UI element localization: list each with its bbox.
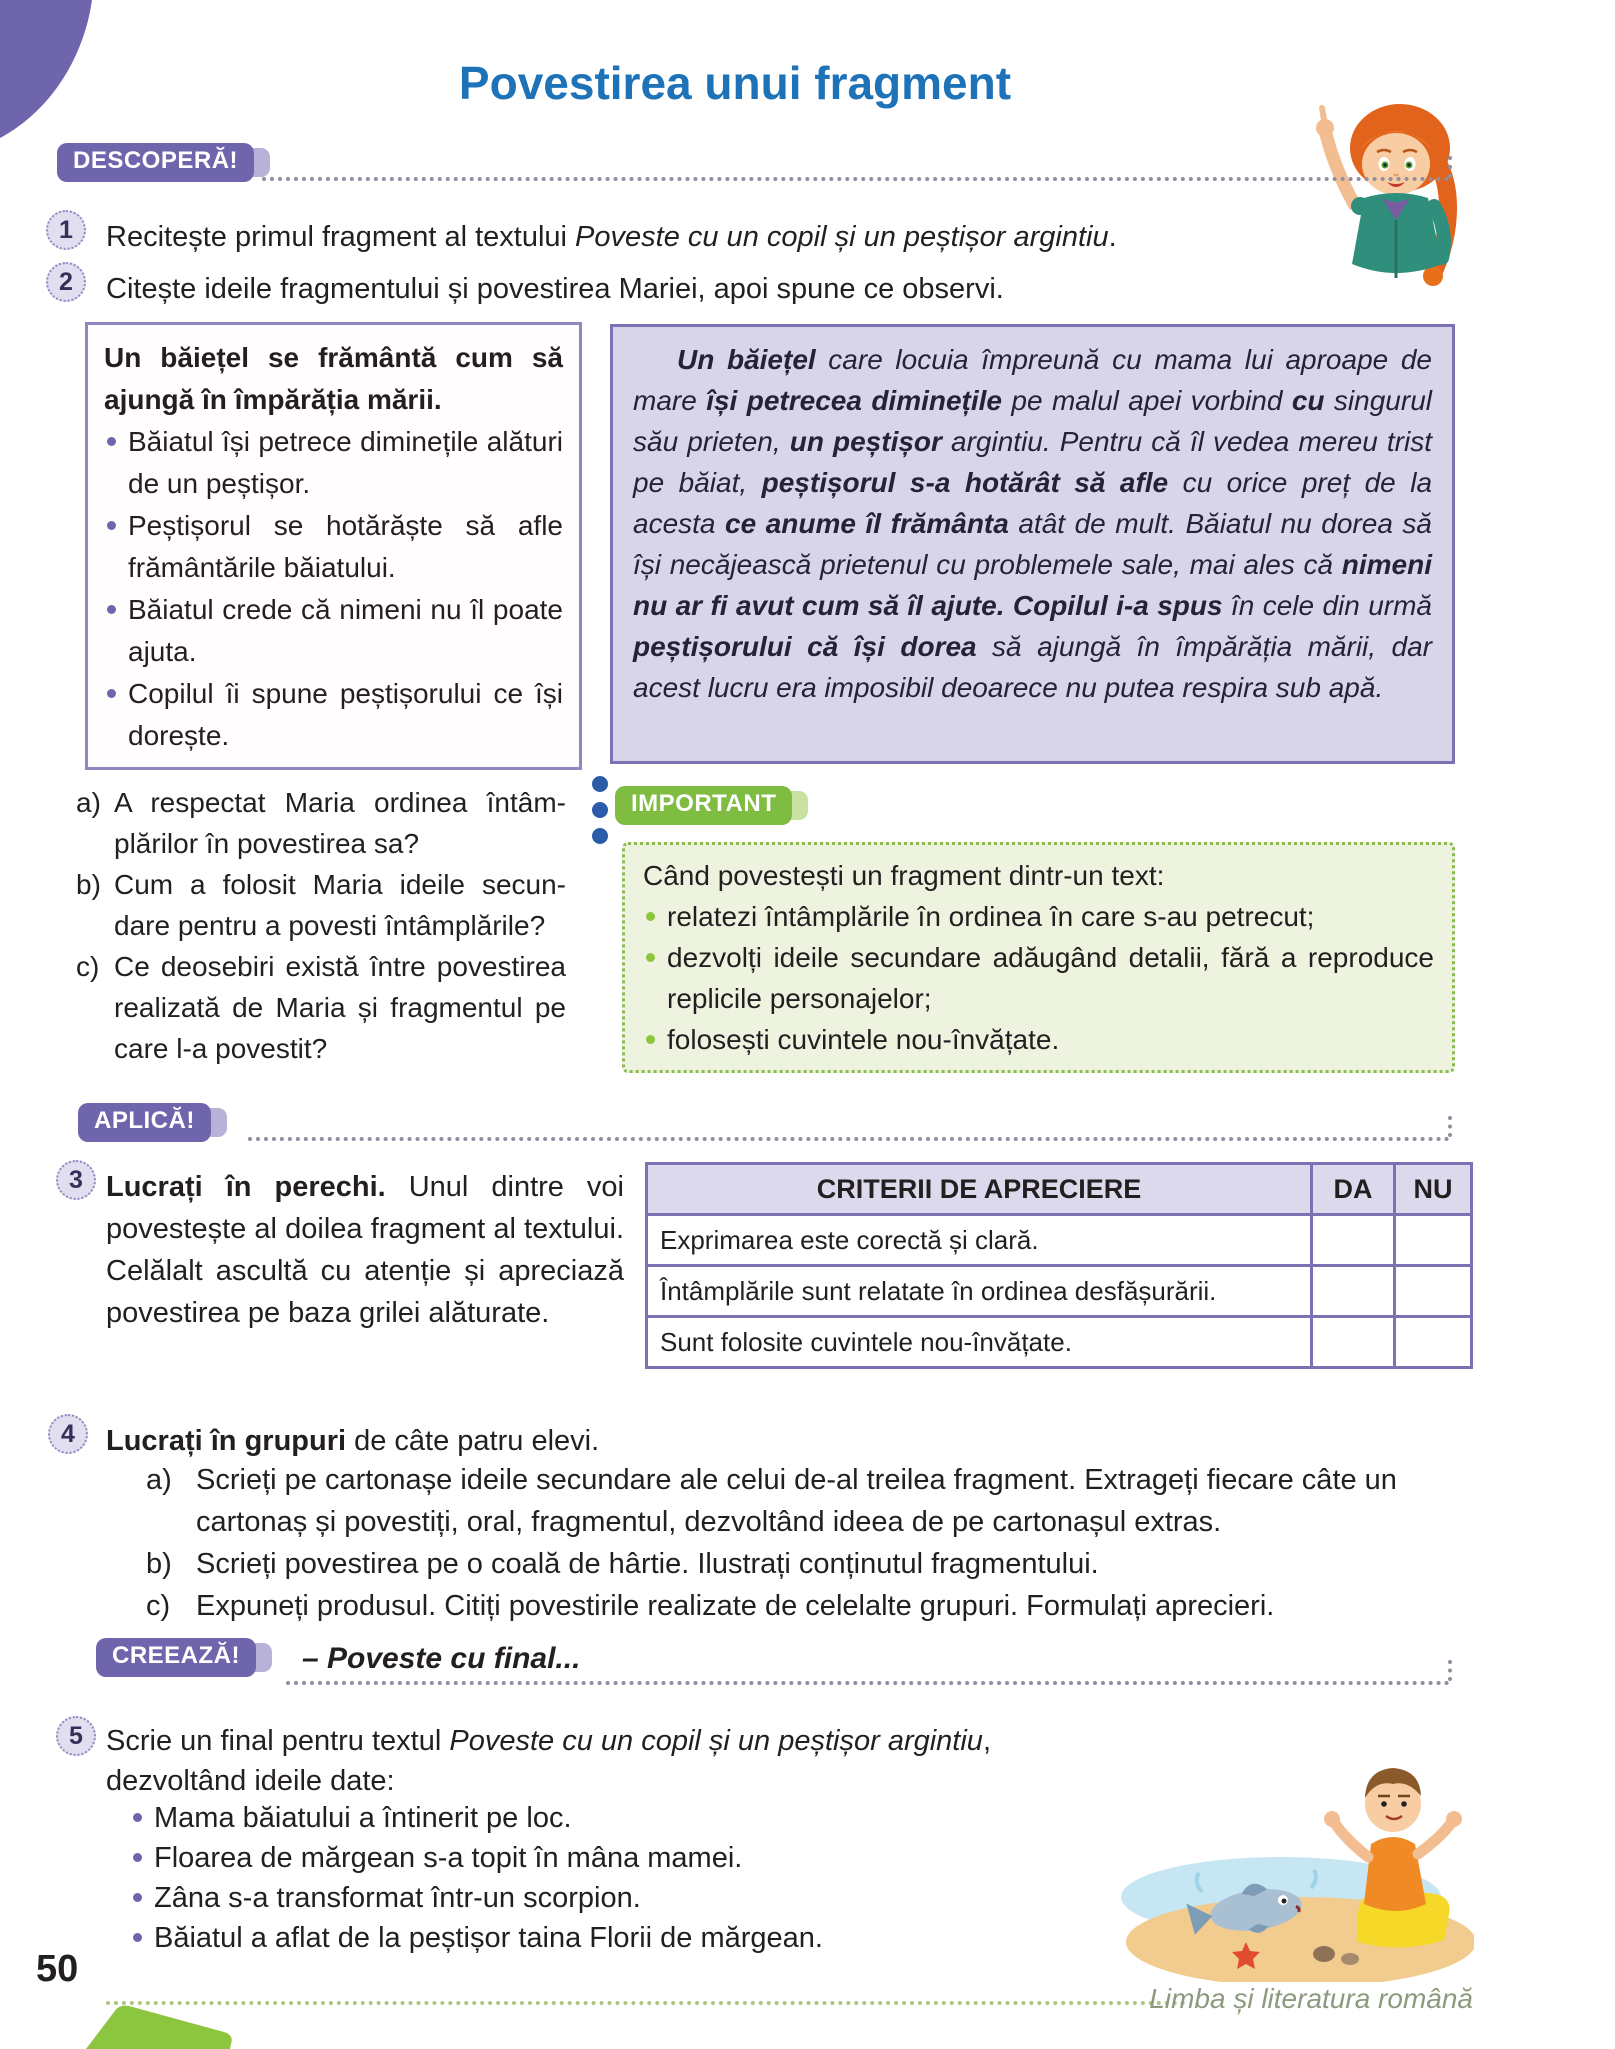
question-text: Ce deosebiri există între povestirea realizată de Maria și fragmentul pe care l-a povestit? [114, 951, 566, 1064]
task-number-3: 3 [56, 1160, 96, 1200]
task-number-4: 4 [48, 1414, 88, 1454]
answer-cell-da [1312, 1215, 1395, 1266]
important-bullet-item: folosești cuvintele nou-învățate. [643, 1019, 1434, 1060]
corner-decoration-green [84, 2004, 244, 2049]
criteria-text: Exprimarea este corectă și clară. [647, 1215, 1312, 1266]
boy-illustration [1106, 1692, 1474, 1982]
final-idea-bullet: Băiatul a aflat de la peștișor taina Florii de mărgean. [130, 1918, 1090, 1958]
aplica-badge: APLICĂ! [78, 1103, 211, 1142]
question-label: b) [76, 869, 101, 900]
criteria-row [647, 1317, 1472, 1368]
blue-dots-decoration [592, 776, 608, 844]
subtask-label: a) [146, 1464, 172, 1496]
book-title: Limba și literatura română [1149, 1983, 1473, 2014]
table-header-row [647, 1164, 1472, 1215]
bullet-icon [133, 1853, 142, 1862]
page-number: 50 [36, 1948, 79, 1990]
footer-dotted-line [106, 2001, 1186, 2005]
criteria-row [647, 1215, 1472, 1266]
important-box [622, 842, 1455, 1073]
subtask-label: c) [146, 1590, 171, 1622]
bullet-icon [133, 1933, 142, 1942]
idea-bullet-item: Băiatul își petrece diminețile alături de un peștișor. [104, 421, 563, 505]
task-number-5: 5 [56, 1716, 96, 1756]
margin-tick [1448, 156, 1452, 178]
question-label: a) [76, 787, 101, 818]
criteria-text: Întâmplările sunt relatate în ordinea desfășurării. [647, 1266, 1312, 1317]
subtask-text: Scrieți pe cartonașe ideile secundare ale celui de-al treilea fragment. Extrageți fiecare câte un cartonaș și povestiți, oral, fragmentul, dezvoltând ideea de pe cartonașul extras. [196, 1464, 1397, 1538]
subtask-label: b) [146, 1548, 172, 1580]
questions-list [76, 782, 566, 1069]
task-2-text: Citește ideile fragmentului și povestirea Mariei, apoi spune ce observi. [106, 273, 1004, 305]
bullet-icon [646, 912, 655, 921]
answer-cell-da [1312, 1266, 1395, 1317]
answer-cell-nu [1395, 1317, 1472, 1368]
bullet-icon [646, 1035, 655, 1044]
idea-bullet-item: Peștișorul se hotărăște să afle frământările băiatului. [104, 505, 563, 589]
table-header-nu: NU [1395, 1164, 1472, 1215]
table-header-criteria: CRITERII DE APRECIERE [647, 1164, 1312, 1215]
final-ideas-list [130, 1798, 1090, 1958]
creeaza-badge: CREEAZĂ! [96, 1638, 256, 1677]
important-intro: Când povestești un fragment dintr-un text: [643, 860, 1165, 891]
final-idea-bullet: Mama băiatului a întinerit pe loc. [130, 1798, 1090, 1838]
task-number-2: 2 [46, 262, 86, 302]
table-header-da: DA [1312, 1164, 1395, 1215]
dotted-separator [262, 177, 1450, 181]
bullet-icon [646, 953, 655, 962]
subtask-text: Expuneți produsul. Citiți povestirile realizate de celelalte grupuri. Formulați aprecieri. [196, 1590, 1275, 1622]
bullet-icon [133, 1813, 142, 1822]
bullet-icon [107, 605, 116, 614]
ideas-box [85, 322, 582, 770]
blue-dot-icon [592, 776, 608, 792]
subtask-item [146, 1585, 1456, 1627]
idea-bullet-item: Băiatul crede că nimeni nu îl poate ajuta. [104, 589, 563, 673]
task-1-text: Recitește primul fragment al textului Poveste cu un copil și un peștișor argintiu. [106, 221, 1117, 253]
story-box [610, 324, 1455, 764]
idea-bullet-item: Copilul îi spune peștișorului ce își dorește. [104, 673, 563, 757]
blue-dot-icon [592, 802, 608, 818]
dotted-separator [248, 1137, 1450, 1141]
blue-dot-icon [592, 828, 608, 844]
final-idea-bullet: Floarea de mărgean s-a topit în mâna mamei. [130, 1838, 1090, 1878]
important-bullet-item: relatezi întâmplările în ordinea în care s-au petrecut; [643, 896, 1434, 937]
question-item [76, 946, 566, 1069]
creeaza-subtitle: – Poveste cu final... [302, 1642, 581, 1675]
important-bullet-item: dezvolți ideile secundare adăugând detalii, fără a reproduce replicile personajelor; [643, 937, 1434, 1019]
question-item [76, 782, 566, 864]
task-3-text: Lucrați în perechi. Unul dintre voi povestește al doilea fragment al textului. Celălalt ascultă cu atenție și apreciază povestirea pe baza grilei alăturate. [106, 1171, 624, 1329]
question-text: Cum a folosit Maria ideile secundare pentru a povesti întâmplările? [114, 869, 566, 941]
answer-cell-nu [1395, 1266, 1472, 1317]
final-idea-bullet: Zâna s-a transformat într-un scorpion. [130, 1878, 1090, 1918]
dotted-separator [286, 1681, 1450, 1685]
criteria-row [647, 1266, 1472, 1317]
page-title: Povestirea unui fragment [458, 57, 1012, 109]
subtask-item [146, 1543, 1456, 1585]
important-badge: IMPORTANT [615, 786, 792, 825]
task-4-heading: Lucrați în grupuri de câte patru elevi. [106, 1425, 600, 1457]
descopera-badge: DESCOPERĂ! [57, 143, 254, 182]
bullet-icon [107, 689, 116, 698]
bullet-icon [107, 437, 116, 446]
criteria-text: Sunt folosite cuvintele nou-învățate. [647, 1317, 1312, 1368]
task-number-1: 1 [46, 210, 86, 250]
margin-tick [1448, 1660, 1452, 1681]
bullet-icon [133, 1893, 142, 1902]
subtask-item [146, 1459, 1456, 1543]
ideas-heading: Un băiețel se frământă cum să ajungă în împărăția mării. [104, 342, 563, 415]
margin-tick [1448, 1116, 1452, 1137]
answer-cell-da [1312, 1317, 1395, 1368]
question-item [76, 864, 566, 946]
question-text: A respectat Maria ordinea întâmplărilor în povestirea sa? [114, 787, 566, 859]
story-text: Un băiețel care locuia împreună cu mama lui aproape de mare își petrecea diminețile pe malul apei vorbind cu singurul său prieten, un peștișor argintiu. Pentru că îl vedea mereu trist pe băiat, peștișorul s-a hotărât să afle cu orice preț de la acesta ce anume îl frământa atât de mult. Băiatul nu dorea să își necăjească prietenul cu problemele sale, mai ales că nimeni nu ar fi avut cum să îl ajute. Copilul i-a spus în cele din urmă peștișorului că își dorea să ajungă în împărăția mării, dar acest lucru era imposibil deoarece nu putea respira sub apă. [633, 344, 1433, 703]
subtasks-list [146, 1459, 1456, 1627]
task-5-text: Scrie un final pentru textul Poveste cu un copil și un peștișor argintiu, dezvoltând ideile date: [106, 1725, 991, 1797]
question-label: c) [76, 951, 100, 982]
subtask-text: Scrieți povestirea pe o coală de hârtie. Ilustrați conținutul fragmentului. [196, 1548, 1099, 1580]
bullet-icon [107, 521, 116, 530]
answer-cell-nu [1395, 1215, 1472, 1266]
criteria-table [645, 1162, 1473, 1369]
